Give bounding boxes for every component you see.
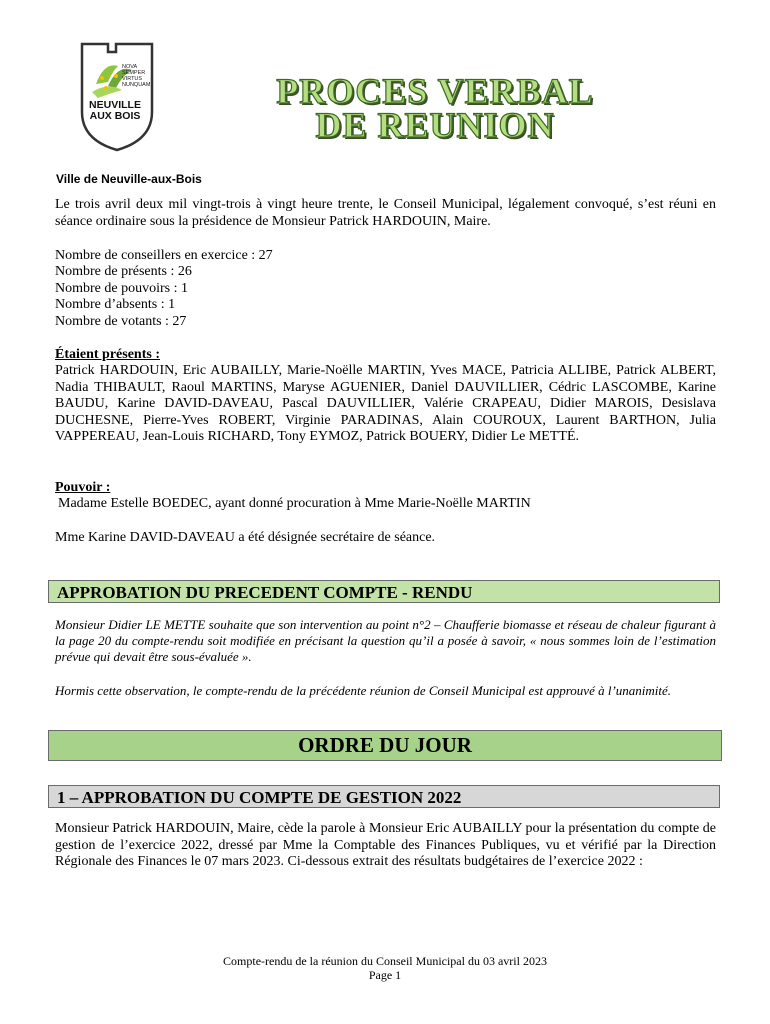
municipal-logo <box>78 42 170 152</box>
item1-header <box>48 785 720 808</box>
pouvoir-heading: Pouvoir : <box>55 480 111 495</box>
count-line: Nombre d’absents : 1 <box>55 297 176 313</box>
town-name: Ville de Neuville-aux-Bois <box>56 172 202 186</box>
section-approbation-title: APPROBATION DU PRECEDENT COMPTE - RENDU <box>57 583 473 602</box>
secretaire-text: Mme Karine DAVID-DAVEAU a été désignée secrétaire de séance. <box>55 530 436 545</box>
pouvoir-text: Madame Estelle BOEDEC, ayant donné procuration à Mme Marie-Noëlle MARTIN <box>58 496 531 511</box>
count-line: Nombre de présents : 26 <box>55 264 192 280</box>
logo-town-name <box>78 100 152 122</box>
item1-paragraph: Monsieur Patrick HARDOUIN, Maire, cède la parole à Monsieur Eric AUBAILLY pour la présentation du compte de gestion de l’exercice 2022, dressé par Mme la Comptable des Finances Publiques, vu et vérifié par la Direction Régionale des Finances le 07 mars 2023. Ci-dessous extrait des résultats budgétaires de l’exercice 2022 : <box>55 821 716 869</box>
count-line: Nombre de conseillers en exercice : 27 <box>55 248 273 263</box>
section1-paragraph-1: Monsieur Didier LE METTE souhaite que son intervention au point n°2 – Chaufferie biomasse et réseau de chaleur figurant à la page 20 du compte-rendu soit modifiée en précisant la question qu’il a posée à savoir, « nous sommes loin de l’estimation prévue qui devait être sous-évaluée ». <box>55 617 716 664</box>
item1-title: 1 – APPROBATION DU COMPTE DE GESTION 2022 <box>57 788 462 807</box>
section-approbation-header <box>48 580 720 603</box>
ordre-du-jour-title: ORDRE DU JOUR <box>298 733 472 757</box>
intro-paragraph: Le trois avril deux mil vingt-trois à vingt heure trente, le Conseil Municipal, légalement convoqué, s’est réuni en séance ordinaire sous la présidence de Monsieur Patrick HARDOUIN, Maire. <box>55 197 716 229</box>
footer-page-number: Page 1 <box>368 968 402 982</box>
count-line: Nombre de votants : 27 <box>55 313 187 329</box>
count-line: Nombre de pouvoirs : 1 <box>55 280 188 296</box>
logo-name-line: NEUVILLE <box>89 99 141 111</box>
title-line-2: DE REUNION <box>315 105 555 145</box>
logo-motto-line: VIRTUS <box>122 76 143 82</box>
presents-list: Patrick HARDOUIN, Eric AUBAILLY, Marie-Noëlle MARTIN, Yves MACE, Patricia ALLIBE, Patrick ALBERT, Nadia THIBAULT, Raoul MARTINS, Maryse AGUENIER, Daniel DAUVILLIER, Cédric LASCOMBE, Karine BAUDU, Karine DAVID-DAVEAU, Pascal DAUVILLIER, Valérie CRAPEAU, Didier MAROIS, Desislava DUCHESNE, Pierre-Yves ROBERT, Virginie PARADINAS, Alain COUROUX, Laurent BARTHON, Julia VAPPEREAU, Jean-Louis RICHARD, Tony EYMOZ, Patrick BOUERY, Didier Le METTÉ. <box>55 363 716 444</box>
logo-shield-icon <box>78 42 170 152</box>
logo-name-line: AUX BOIS <box>89 110 141 122</box>
counts-list <box>55 248 273 330</box>
logo-motto-line: NUNQUAM <box>122 82 151 88</box>
logo-motto <box>122 64 170 88</box>
title-line-1: PROCES VERBAL <box>276 71 594 111</box>
ordre-du-jour-header <box>48 730 722 761</box>
logo-motto-line: NOVA <box>122 64 138 70</box>
page-footer <box>0 954 770 982</box>
presents-heading: Étaient présents : <box>55 347 160 362</box>
document-title <box>180 71 690 145</box>
section1-paragraph-2: Hormis cette observation, le compte-rendu de la précédente réunion de Conseil Municipal est approuvé à l’unanimité. <box>55 683 672 698</box>
logo-motto-line: SEMPER <box>122 70 146 76</box>
footer-line-1: Compte-rendu de la réunion du Conseil Municipal du 03 avril 2023 <box>223 954 547 968</box>
